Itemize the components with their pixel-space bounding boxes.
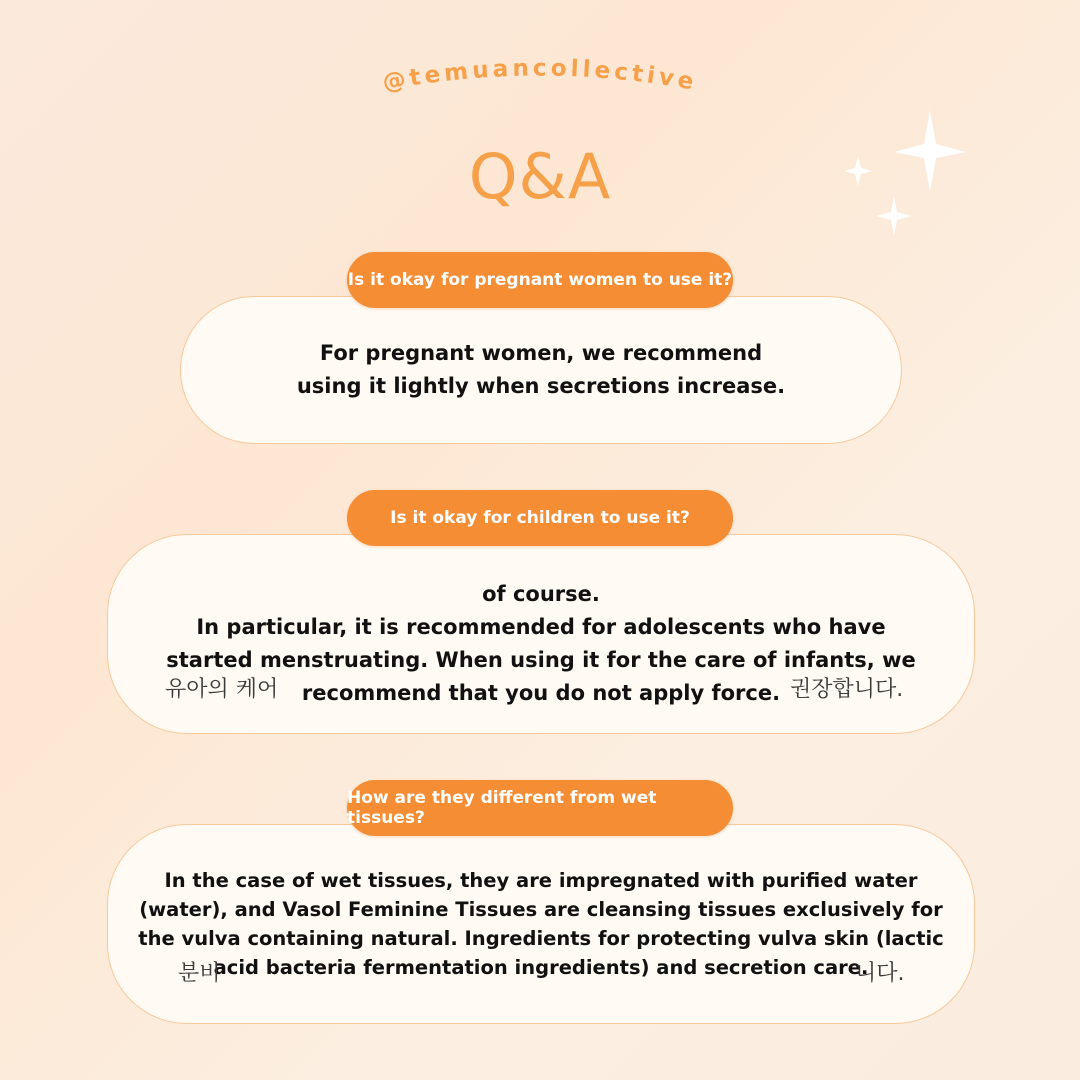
ghost-text-left-3: 분비 (178, 961, 221, 986)
svg-text:@temuancollective (381, 55, 700, 96)
question-text-1: Is it okay for pregnant women to use it? (347, 270, 733, 290)
answer-card-2 (107, 534, 975, 734)
question-label-2 (347, 490, 733, 546)
answer-card-3 (107, 824, 975, 1024)
answer-card-1 (180, 296, 902, 444)
answer-text-3: In the case of wet tissues, they are impregnated with purified water (water), and Vasol Feminine Tissues are cleansing tissues exclusively for the vulva containing natural. Ingredients for protecting vulva skin (lactic acid bacteria fermentation ingredients) and secretion care. (138, 869, 944, 979)
question-text-3: How are they different from wet tissues? (347, 788, 657, 828)
ghost-text-right-2: 권장합니다. (790, 677, 904, 702)
question-label-3 (347, 780, 733, 836)
answer-text-2: of course. In particular, it is recommended for adolescents who have started menstruating. When using it for the care of infants, we recommend that you do not apply force. (166, 582, 916, 705)
handle-text: @temuancollective (380, 55, 700, 97)
sparkle-icon (830, 100, 990, 260)
answer-text-1: For pregnant women, we recommend using it lightly when secretions increase. (296, 341, 786, 398)
ghost-text-left-2: 유아의 케어 (165, 677, 279, 702)
ghost-text-right-3: 니다. (855, 961, 905, 986)
page-title: Q&A (468, 140, 612, 213)
question-label-1 (347, 252, 733, 308)
question-text-2: Is it okay for children to use it? (390, 508, 690, 528)
